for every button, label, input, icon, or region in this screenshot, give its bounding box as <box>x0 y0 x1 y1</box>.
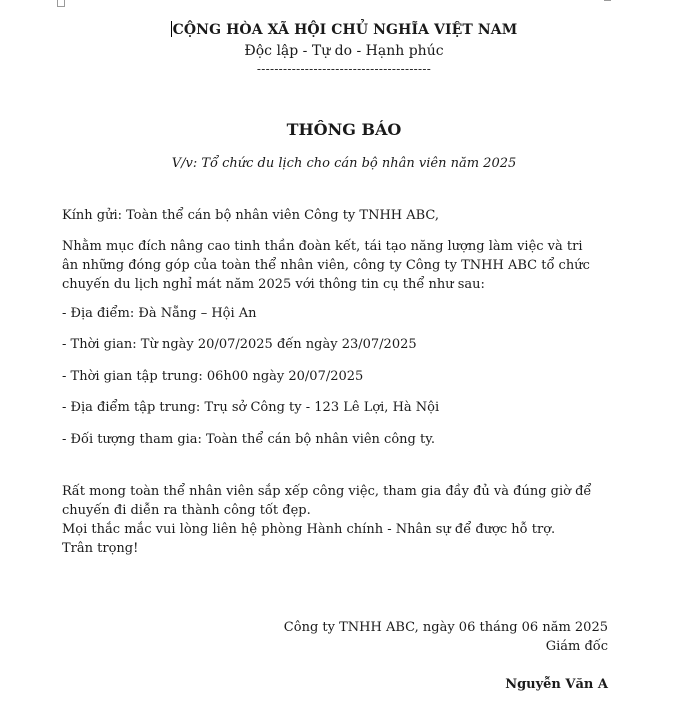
intro-paragraph: Nhằm mục đích nâng cao tinh thần đoàn kết, tái tạo năng lượng làm việc và tri ân những đóng góp của toàn thể nhân viên, công ty Công ty TNHH ABC tổ chức chuyến du lịch nghỉ mát năm 2025 với thông tin cụ thể như sau: <box>62 239 590 292</box>
detail-item-time: - Thời gian: Từ ngày 20/07/2025 đến ngày 23/07/2025 <box>62 337 417 352</box>
recipient-line: Kính gửi: Toàn thể cán bộ nhân viên Công ty TNHH ABC, <box>62 208 440 223</box>
document-subject: V/v: Tổ chức du lịch cho cán bộ nhân viên năm 2025 <box>171 156 517 171</box>
detail-item-participants: - Đối tượng tham gia: Toàn thể cán bộ nhân viên công ty. <box>62 432 435 447</box>
margin-corner-mark <box>604 0 611 1</box>
margin-corner-mark <box>57 0 65 7</box>
text-cursor <box>171 21 172 37</box>
signature-place-date: Công ty TNHH ABC, ngày 06 tháng 06 năm 2025 <box>283 620 608 635</box>
contact-line: Mọi thắc mắc vui lòng liên hệ phòng Hành chính - Nhân sự để được hỗ trợ. <box>62 522 556 537</box>
detail-item-gathering-place: - Địa điểm tập trung: Trụ sở Công ty - 123 Lê Lợi, Hà Nội <box>62 400 440 415</box>
signature-role: Giám đốc <box>545 639 608 654</box>
closing-paragraph: Rất mong toàn thể nhân viên sắp xếp công việc, tham gia đầy đủ và đúng giờ để chuyến đi diễn ra thành công tốt đẹp. <box>62 484 592 518</box>
detail-item-location: - Địa điểm: Đà Nẵng – Hội An <box>62 306 257 321</box>
national-title <box>0 21 688 38</box>
national-motto: Độc lập - Tự do - Hạnh phúc <box>244 43 444 59</box>
national-title-text: CỘNG HÒA XÃ HỘI CHỦ NGHĨA VIỆT NAM <box>172 22 518 38</box>
header-separator: ---------------------------------------- <box>256 62 432 76</box>
document-title: THÔNG BÁO <box>286 120 402 139</box>
detail-item-gathering-time: - Thời gian tập trung: 06h00 ngày 20/07/2025 <box>62 369 364 384</box>
regards-line: Trân trọng! <box>62 541 139 556</box>
signature-name: Nguyễn Văn A <box>505 677 608 692</box>
